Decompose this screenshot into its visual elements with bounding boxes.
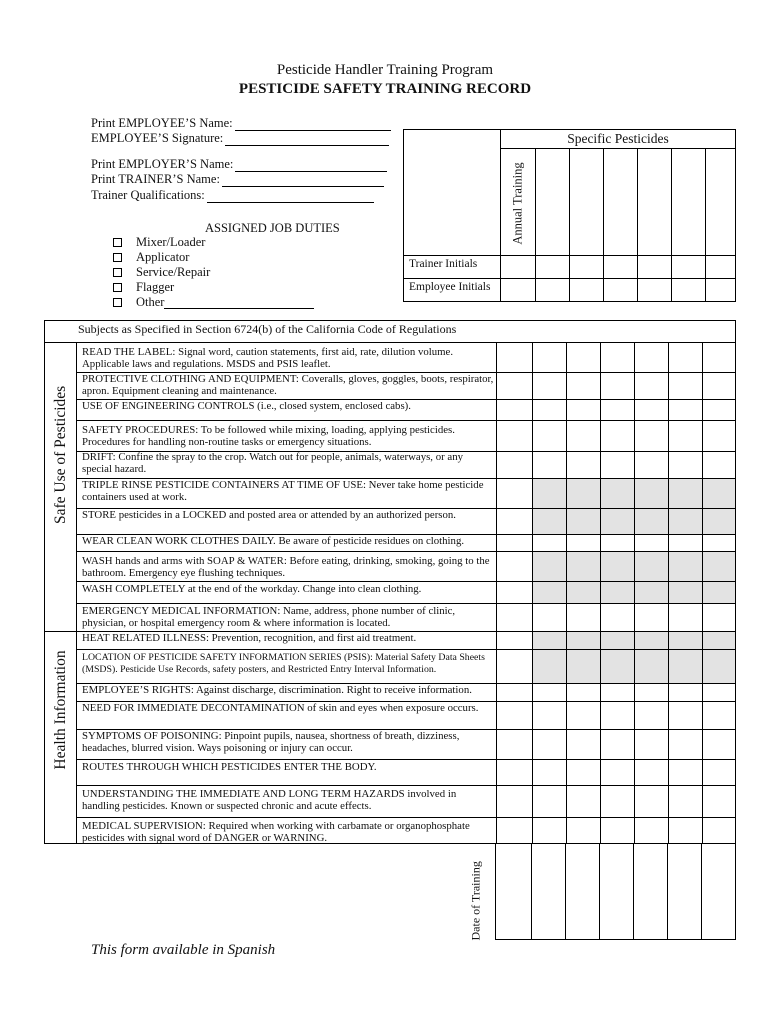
checkbox[interactable] [113, 238, 122, 247]
table-row: STORE pesticides in a LOCKED and posted area or attended by an authorized person. [82, 509, 456, 521]
employee-name-field[interactable] [91, 116, 391, 131]
spanish-note: This form available in Spanish [91, 942, 276, 958]
trainer-name-field[interactable] [91, 172, 384, 187]
form-title: PESTICIDE SAFETY TRAINING RECORD [238, 81, 532, 97]
table-row: READ THE LABEL: Signal word, caution statements, first aid, rate, dilution volume. Applicable laws and regulations. MSDS and PSIS leaflet. [82, 346, 454, 371]
annual-training-label: Annual Training [510, 162, 525, 245]
duty-checkbox-service[interactable] [113, 265, 210, 280]
employer-name-label: Print EMPLOYER’S Name: [91, 157, 234, 171]
other-line[interactable] [164, 297, 314, 309]
employee-name-label: Print EMPLOYEE’S Name: [91, 116, 233, 130]
table-row: EMERGENCY MEDICAL INFORMATION: Name, address, phone number of clinic, physician, or hospital emergency room & where information is located. [82, 605, 456, 630]
table-row: ROUTES THROUGH WHICH PESTICIDES ENTER THE BODY. [82, 761, 377, 773]
trainer-name-line[interactable] [222, 174, 384, 187]
duty-label: Other [136, 295, 165, 309]
checkbox[interactable] [113, 283, 122, 292]
program-title: Pesticide Handler Training Program [276, 62, 494, 78]
table-row: DRIFT: Confine the spray to the crop. Watch out for people, animals, waterways, or any special hazard. [82, 451, 463, 476]
table-row: LOCATION OF PESTICIDE SAFETY INFORMATION SERIES (PSIS): Material Safety Data Sheets (MSDS). Pesticide Use Records, safety posters, and Restricted Entry Interval Information. [82, 652, 485, 675]
duty-label: Flagger [136, 280, 175, 294]
employee-signature-field[interactable] [91, 131, 389, 146]
trainer-initials-label: Trainer Initials [409, 258, 478, 270]
table-row: USE OF ENGINEERING CONTROLS (i.e., closed system, enclosed cabs). [82, 400, 411, 412]
duty-label: Service/Repair [136, 265, 211, 279]
duties-title: ASSIGNED JOB DUTIES [205, 221, 340, 235]
date-of-training-label: Date of Training [468, 861, 483, 941]
trainer-qualifications-line[interactable] [207, 190, 374, 203]
duty-checkbox-flagger[interactable] [113, 280, 174, 295]
checkbox[interactable] [113, 298, 122, 307]
employer-name-field[interactable] [91, 157, 387, 172]
employee-initials-label: Employee Initials [409, 281, 491, 293]
section-safe-use: Safe Use of Pesticides [52, 385, 69, 524]
employee-signature-label: EMPLOYEE’S Signature: [91, 131, 224, 145]
trainer-qualifications-label: Trainer Qualifications: [91, 188, 205, 202]
table-row: WEAR CLEAN WORK CLOTHES DAILY. Be aware of pesticide residues on clothing. [82, 535, 465, 547]
checkbox[interactable] [113, 268, 122, 277]
table-row: PROTECTIVE CLOTHING AND EQUIPMENT: Coveralls, gloves, goggles, boots, respirator, apron. Equipment cleaning and maintenance. [82, 373, 494, 398]
duty-checkbox-other[interactable] [113, 295, 314, 310]
trainer-qualifications-field[interactable] [91, 188, 374, 203]
section-health: Health Information [52, 650, 69, 770]
pesticide-grid [403, 129, 736, 302]
table-row: SYMPTOMS OF POISONING: Pinpoint pupils, nausea, shortness of breath, dizziness, headaches, blurred vision. Ways poisoning or injury can occur. [82, 730, 460, 755]
specific-pesticides-header: Specific Pesticides [567, 131, 669, 146]
duty-label: Mixer/Loader [136, 235, 206, 249]
employee-signature-line[interactable] [225, 133, 389, 146]
table-row: HEAT RELATED ILLNESS: Prevention, recognition, and first aid treatment. [82, 632, 417, 644]
table-row: EMPLOYEE’S RIGHTS: Against discharge, discrimination. Right to receive information. [82, 684, 472, 696]
subjects-header: Subjects as Specified in Section 6724(b) of the California Code of Regulations [78, 322, 457, 336]
date-of-training-grid [495, 844, 736, 940]
table-row: UNDERSTANDING THE IMMEDIATE AND LONG TERM HAZARDS involved in handling pesticides. Known or suspected chronic and acute effects. [82, 788, 457, 813]
table-row: SAFETY PROCEDURES: To be followed while mixing, loading, applying pesticides. Procedures for handling non-routine tasks or emergency situations. [82, 424, 455, 449]
employee-name-line[interactable] [235, 118, 391, 131]
table-row: WASH COMPLETELY at the end of the workday. Change into clean clothing. [82, 583, 422, 595]
table-row: NEED FOR IMMEDIATE DECONTAMINATION of skin and eyes when exposure occurs. [82, 702, 479, 714]
table-row: WASH hands and arms with SOAP & WATER: Before eating, drinking, smoking, going to the bathroom. Emergency eye flushing techniques. [82, 555, 490, 580]
duty-checkbox-mixer[interactable] [113, 235, 205, 250]
checkbox[interactable] [113, 253, 122, 262]
duty-label: Applicator [136, 250, 190, 264]
trainer-name-label: Print TRAINER’S Name: [91, 172, 220, 186]
table-row: MEDICAL SUPERVISION: Required when working with carbamate or organophosphate pesticides with signal word of DANGER or WARNING. [82, 820, 470, 845]
table-row: TRIPLE RINSE PESTICIDE CONTAINERS AT TIME OF USE: Never take home pesticide containers used at work. [82, 479, 484, 504]
employer-name-line[interactable] [235, 159, 387, 172]
duty-checkbox-applicator[interactable] [113, 250, 189, 265]
